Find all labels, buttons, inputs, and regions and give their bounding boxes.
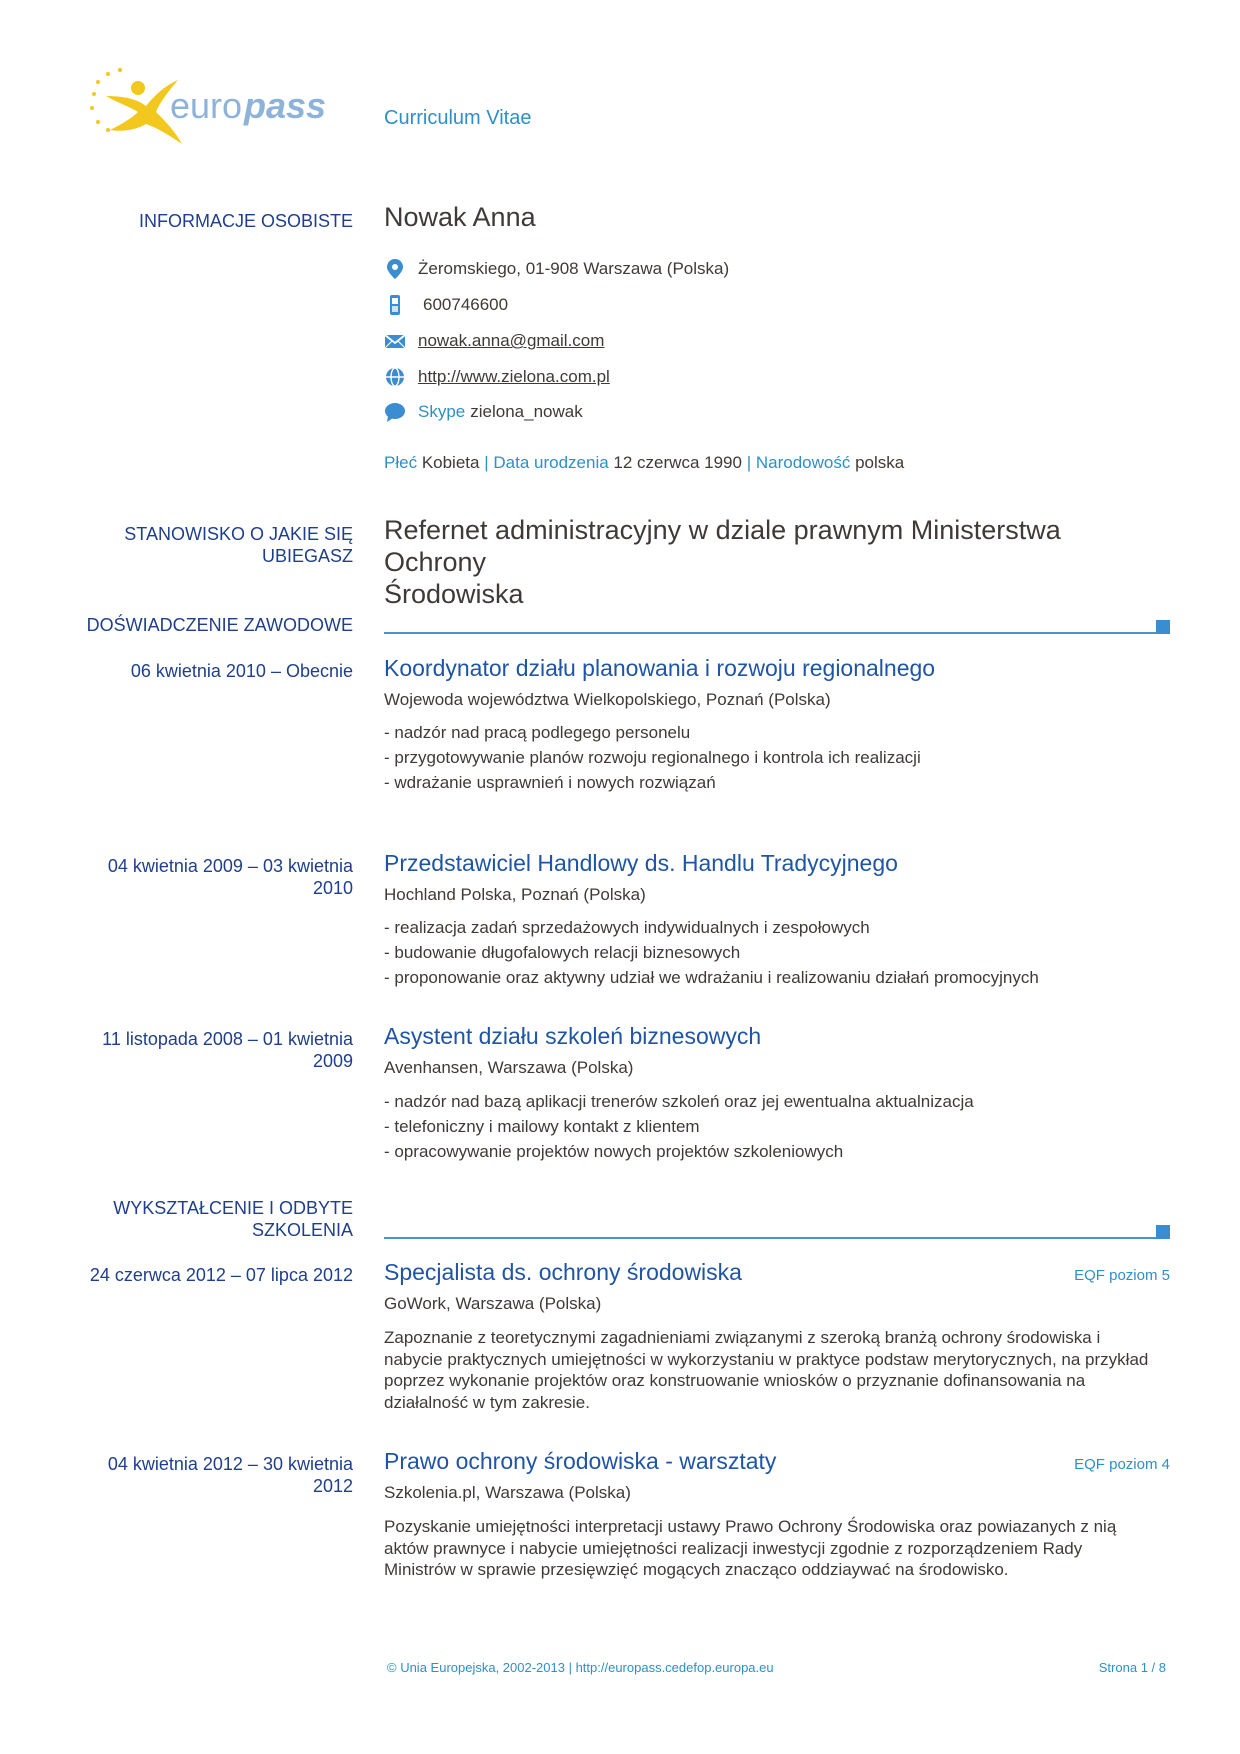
experience-2-employer: Hochland Polska, Poznań (Polska) [384,885,646,904]
phone-row [384,294,508,316]
list-item: - budowanie długofalowych relacji biznesowych [384,943,741,962]
list-item: - wdrażanie usprawnień i nowych rozwiązań [384,773,716,792]
education-1-title: Specjalista ds. ochrony środowiska [384,1259,742,1285]
experience-3-date-line-1: 11 listopada 2008 – 01 kwietnia [102,1029,353,1049]
meta-separator: | [484,453,489,472]
desired-position [384,514,1164,610]
education-2-eqf-level: EQF poziom 4 [1074,1456,1170,1473]
experience-section-divider [384,632,1166,634]
email-row [384,330,604,352]
list-item: - telefoniczny i mailowy kontakt z klientem [384,1117,700,1136]
education-1-dates [40,1264,353,1286]
birth-date-value: 12 czerwca 1990 [613,453,742,472]
footer-page-indicator [1050,1660,1166,1675]
education-2-title: Prawo ochrony środowiska - warsztaty [384,1448,777,1474]
experience-2-dates [60,855,353,899]
im-type-label: Skype [418,402,466,421]
education-2-date-line-2: 2012 [312,1476,353,1496]
experience-2-duties [384,915,1039,990]
education-section-divider [384,1237,1166,1239]
education-2-description [384,1516,1169,1581]
education-section-marker [1156,1225,1170,1239]
list-item: - proponowanie oraz aktywny udział we wdrażaniu i realizowaniu działań promocyjnych [384,968,1039,987]
europass-logo-figure [86,66,356,148]
experience-1-duties [384,720,921,795]
experience-1-title: Koordynator działu planowania i rozwoju regionalnego [384,655,936,681]
experience-3-dates [60,1028,353,1072]
gender-label: Płeć [384,453,418,472]
paragraph-line: poprzez wykonanie projektów oraz konstruowanie wniosków o przyznanie dofinansowania na [384,1371,1086,1390]
europass-logo [86,66,356,148]
list-item: - opracowywanie projektów nowych projektów szkoleniowych [384,1142,844,1161]
personal-meta-row [384,453,904,473]
experience-1-dates [60,660,353,682]
meta-separator: | [746,453,752,472]
mobile-phone-icon [384,294,406,316]
education-2-date-line-1: 04 kwietnia 2012 – 30 kwietnia [107,1454,353,1474]
experience-2-title: Przedstawiciel Handlowy ds. Handlu Tradycyjnego [384,850,898,876]
address-text: Żeromskiego, 01-908 Warszawa (Polska) [418,259,730,278]
education-2-dates [60,1453,353,1497]
chat-bubble-icon [384,401,406,423]
candidate-name: Nowak Anna [384,202,536,232]
paragraph-line: nabycie praktycznych umiejętności w wykorzystaniu w praktyce podstaw merytorycznych, na przykład [384,1349,1149,1369]
footer-copyright: © Unia Europejska, 2002-2013 | http://europass.cedefop.europa.eu [387,1660,774,1675]
desired-position-line-2: Środowiska [384,579,524,609]
im-value: zielona_nowak [470,402,583,421]
education-2-organisation: Szkolenia.pl, Warszawa (Polska) [384,1483,631,1502]
gender-value: Kobieta [421,453,480,472]
document-title: Curriculum Vitae [384,107,532,129]
paragraph-line: Ministrów w sprawie przesięwzięć mogących znacząco oddziaywać na środowisko. [384,1560,1009,1579]
europass-logo-text-pass: pass [244,85,327,126]
education-section-label [60,1197,353,1241]
instant-messaging-row [384,401,583,423]
paragraph-line: Zapoznanie z teoretycznymi zagadnieniami związanymi z szeroką branżą ochrony środowiska i [384,1328,1101,1347]
page-label: Strona [1098,1660,1138,1675]
experience-2-date-line-2: 2010 [312,878,353,898]
location-icon [384,258,406,280]
website-link[interactable]: http://www.zielona.com.pl [418,367,610,386]
list-item: - nadzór nad pracą podlegego personelu [384,723,691,742]
education-1-date-line-1: 24 czerwca 2012 – 07 lipca 2012 [89,1265,353,1285]
experience-section-marker [1156,620,1170,634]
experience-2-date-line-1: 04 kwietnia 2009 – 03 kwietnia [107,856,353,876]
page-number: 1 / 8 [1140,1660,1166,1675]
nationality-label: Narodowość [755,453,851,472]
education-1-organisation: GoWork, Warszawa (Polska) [384,1294,602,1313]
birth-date-label: Data urodzenia [493,453,609,472]
position-section-label-line-2: UBIEGASZ [261,546,353,566]
paragraph-line: Pozyskanie umiejętności interpretacji ustawy Prawo Ochrony Środowiska oraz powiazanych z nią [384,1517,1117,1536]
list-item: - przygotowywanie planów rozwoju regionalnego i kontrola ich realizacji [384,748,921,767]
list-item: - nadzór nad bazą aplikacji trenerów szkoleń oraz jej ewentualna aktualnizacja [384,1092,974,1111]
address-row [384,258,729,280]
education-section-label-line-2: SZKOLENIA [251,1220,353,1240]
education-1-eqf-level: EQF poziom 5 [1074,1267,1170,1284]
phone-text: 600746600 [423,295,509,314]
personal-section-label: INFORMACJE OSOBISTE [138,211,353,231]
education-1-description [384,1327,1169,1413]
experience-3-duties [384,1089,974,1164]
experience-3-date-line-2: 2009 [312,1051,353,1071]
website-row [384,366,610,388]
experience-3-employer: Avenhansen, Warszawa (Polska) [384,1058,634,1077]
list-item: - realizacja zadań sprzedażowych indywidualnych i zespołowych [384,918,870,937]
experience-section-label: DOŚWIADCZENIE ZAWODOWE [86,615,353,635]
paragraph-line: działalność w tym zakresie. [384,1392,590,1412]
europass-logo-text-eu: euro [170,85,243,126]
experience-1-employer: Wojewoda województwa Wielkopolskiego, Poznań (Polska) [384,690,831,709]
position-section-label-line-1: STANOWISKO O JAKIE SIĘ [124,524,353,544]
paragraph-line: aktów prawnyce i nabycie umiejętności realizacji inwestycji zgodnie z rozporządzeniem Rady [384,1538,1083,1558]
envelope-icon [384,330,406,352]
education-section-label-line-1: WYKSZTAŁCENIE I ODBYTE [113,1198,353,1218]
desired-position-line-1: Refernet administracyjny w dziale prawnym Ministerstwa Ochrony [384,515,1061,577]
nationality-value: polska [855,453,905,472]
globe-icon [384,366,406,388]
position-section-label [60,523,353,567]
experience-1-date-line-1: 06 kwietnia 2010 – Obecnie [130,661,353,681]
experience-3-title: Asystent działu szkoleń biznesowych [384,1023,762,1049]
email-link[interactable]: nowak.anna@gmail.com [418,331,605,350]
